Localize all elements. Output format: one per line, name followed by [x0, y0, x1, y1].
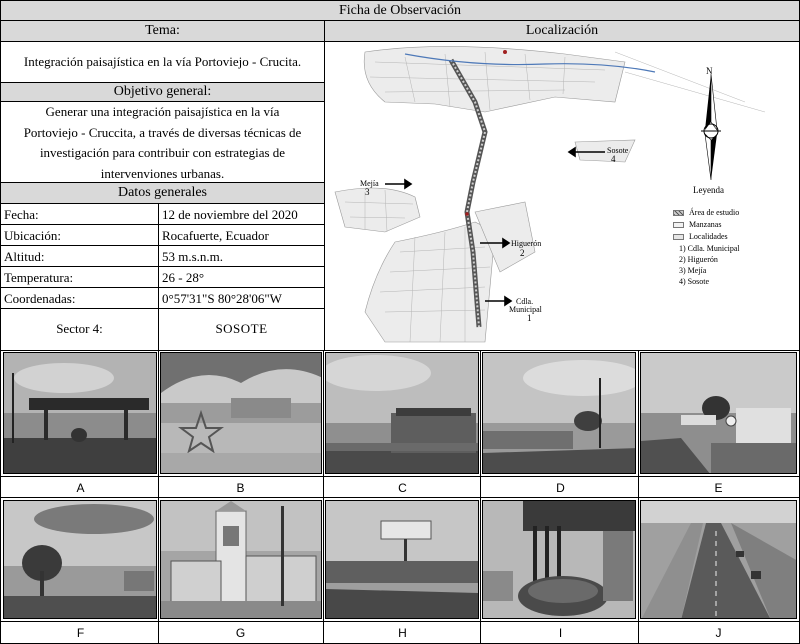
localities-swatch [673, 234, 684, 240]
photo-h [325, 500, 479, 619]
legend-locality-1: 1) Cdla. Municipal [679, 244, 740, 253]
sheet-title: Ficha de Observación [0, 0, 800, 21]
photo-e [640, 352, 797, 474]
legend-title: Leyenda [693, 185, 724, 195]
photo-i [482, 500, 636, 619]
photo-d [482, 352, 636, 474]
photo-label-g: G [235, 626, 246, 640]
legend-label: Área de estudio [689, 208, 740, 217]
objetivo-text [0, 101, 325, 183]
temperatura-label: Temperatura: [0, 266, 159, 288]
legend-item-manzanas [673, 220, 721, 230]
fecha-value: 12 de noviembre del 2020 [158, 203, 325, 225]
tema-header: Tema: [0, 20, 325, 42]
legend-locality-2: 2) Higuerón [679, 255, 718, 264]
coordenadas-label: Coordenadas: [0, 287, 159, 309]
grid-divider [323, 350, 324, 644]
photo-label-d: D [556, 481, 565, 495]
objetivo-line-2: Portoviejo - Cruccita, a través de diversas técnicas de [23, 124, 302, 140]
objetivo-header: Objetivo general: [0, 82, 325, 102]
temperatura-value: 26 - 28° [158, 266, 325, 288]
datos-header: Datos generales [0, 182, 325, 204]
grid-divider [0, 476, 800, 477]
photo-label-f: F [76, 626, 85, 640]
objetivo-line-3: investigación para contribuir con estrategias de [39, 145, 286, 160]
label-sosote: Sosote [607, 146, 629, 155]
fecha-label: Fecha: [0, 203, 159, 225]
photo-label-a: A [76, 481, 85, 495]
photo-j [640, 500, 797, 619]
objetivo-line-4: intervenviones urbanas. [100, 165, 225, 181]
localizacion-panel [324, 41, 800, 351]
study-area-swatch [673, 210, 684, 216]
photo-g [160, 500, 322, 619]
legend-label: Localidades [689, 232, 728, 241]
label-higueron: Higuerón [511, 239, 542, 248]
grid-divider [480, 350, 481, 644]
north-arrow-icon [701, 74, 721, 180]
grid-divider [638, 350, 639, 644]
label-higueron-num: 2 [520, 248, 525, 258]
sector-label: Sector 4: [0, 308, 159, 351]
grid-divider [158, 350, 159, 644]
coordenadas-value: 0°57'31"S 80°28'06"W [158, 287, 325, 309]
sector-value: SOSOTE [158, 308, 325, 351]
grid-divider [0, 621, 800, 622]
label-cdla-2: Municipal [509, 305, 542, 314]
photo-label-c: C [398, 481, 407, 495]
legend-item-localidades [673, 232, 728, 242]
ubicacion-value: Rocafuerte, Ecuador [158, 224, 325, 246]
photo-label-j: J [715, 626, 722, 640]
label-mejia-num: 3 [365, 187, 370, 197]
photo-a [3, 352, 157, 474]
legend-label: Manzanas [689, 220, 722, 229]
photo-label-h: H [398, 626, 407, 640]
photo-label-e: E [714, 481, 723, 495]
label-cdla-1: Cdla. [516, 297, 534, 306]
altitud-value: 53 m.s.n.m. [158, 245, 325, 267]
objetivo-line-1: Generar una integración paisajística en la vía [45, 104, 280, 119]
north-label: N [706, 66, 713, 76]
label-cdla-num: 1 [527, 313, 532, 323]
label-sosote-num: 4 [611, 154, 616, 164]
label-mejia: Mejía [360, 179, 379, 188]
photo-label-i: I [558, 626, 563, 640]
photo-label-b: B [236, 481, 245, 495]
legend-item-area [673, 208, 739, 218]
location-map [325, 42, 799, 350]
blocks-swatch [673, 222, 684, 228]
photo-c [325, 352, 479, 474]
photo-b [160, 352, 322, 474]
altitud-label: Altitud: [0, 245, 159, 267]
ubicacion-label: Ubicación: [0, 224, 159, 246]
tema-text: Integración paisajística en la vía Portoviejo - Crucita. [0, 41, 325, 83]
legend-locality-4: 4) Sosote [679, 277, 709, 286]
photo-f [3, 500, 157, 619]
localizacion-header: Localización [324, 20, 800, 42]
legend-locality-3: 3) Mejía [679, 266, 707, 275]
